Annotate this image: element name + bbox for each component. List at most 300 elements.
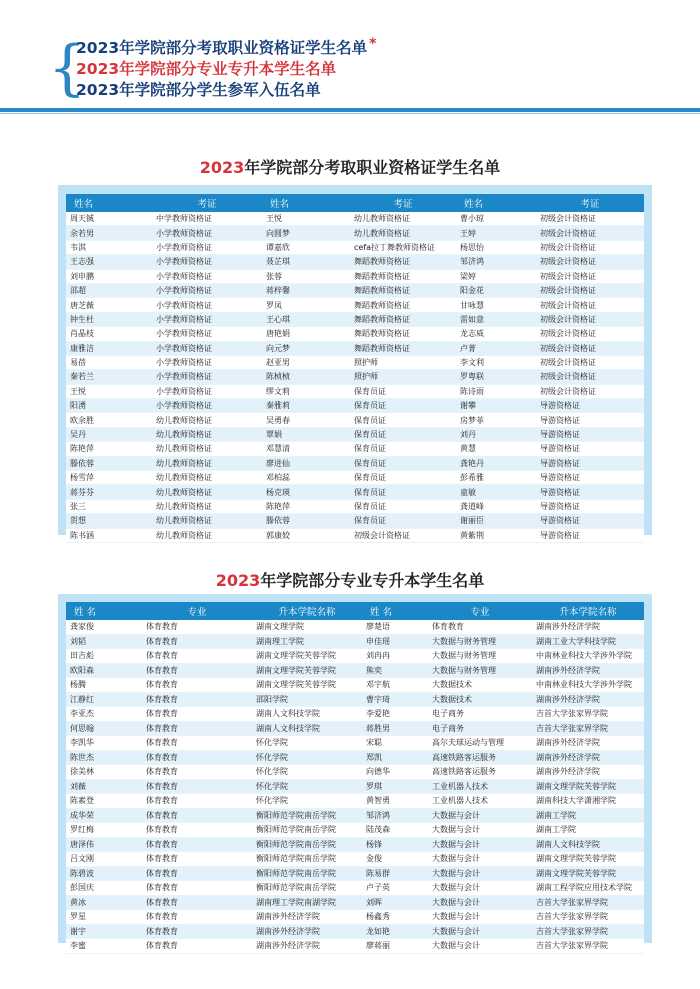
upgrade-table-row <box>66 794 644 809</box>
cert-table-cell: 幼儿教师资格证 <box>152 528 262 542</box>
cert-table-body <box>66 212 644 542</box>
cert-table-cell: 幼儿教师资格证 <box>152 514 262 528</box>
cert-table-row <box>66 499 644 513</box>
cert-table-cell: 陈桢桢 <box>262 370 350 384</box>
cert-section-title <box>0 155 700 178</box>
cert-table-cell: 杨雪萍 <box>66 471 152 485</box>
header-line-1 <box>76 38 376 58</box>
cert-table-cell: 初级会计资格证 <box>536 226 644 240</box>
upgrade-table-cell: 吉首大学张家界学院 <box>532 939 644 954</box>
upgrade-table-cell: 湖南涉外经济学院 <box>252 910 362 925</box>
upgrade-table-cell: 李爱艳 <box>362 707 428 722</box>
upgrade-table-cell: 怀化学院 <box>252 750 362 765</box>
upgrade-table-row <box>66 663 644 678</box>
upgrade-table-row <box>66 649 644 664</box>
upgrade-table-cell: 中南林业科技大学涉外学院 <box>532 649 644 664</box>
cert-table-cell: 幼儿教师资格证 <box>350 212 456 226</box>
upgrade-table-cell: 高尔夫球运动与管理 <box>428 736 532 751</box>
upgrade-table-cell: 蒋胜男 <box>362 721 428 736</box>
cert-header-name-2: 姓名 <box>262 194 350 212</box>
cert-table-row <box>66 327 644 341</box>
cert-table-cell: 小学教师资格证 <box>152 355 262 369</box>
upgrade-table-cell: 体育教育 <box>142 678 252 693</box>
cert-table-cell: 导游资格证 <box>536 413 644 427</box>
upgrade-table-cell: 怀化学院 <box>252 736 362 751</box>
upgrade-table-cell: 体育教育 <box>142 736 252 751</box>
cert-table-cell: 滕依蓉 <box>262 514 350 528</box>
cert-table-cell: 郭康姣 <box>262 528 350 542</box>
upgrade-table-cell: 湖南文理学院 <box>252 620 362 634</box>
cert-table-cell: 保育员证 <box>350 399 456 413</box>
header-divider-thin <box>0 113 700 114</box>
upgrade-table-cell: 陈碧波 <box>66 866 142 881</box>
upgrade-table-cell: 体育教育 <box>142 765 252 780</box>
cert-table-cell: 唐芝薇 <box>66 298 152 312</box>
cert-table-cell: 导游资格证 <box>536 485 644 499</box>
cert-table-cell: 雷如意 <box>456 312 536 326</box>
upgrade-table-row <box>66 692 644 707</box>
upgrade-table-cell: 湖南工学院 <box>532 808 644 823</box>
cert-table-cell: 初级会计资格证 <box>536 269 644 283</box>
cert-table-cell: 吴丹 <box>66 427 152 441</box>
upgrade-title-year: 2023 <box>215 571 261 590</box>
cert-table-cell: 向圆梦 <box>262 226 350 240</box>
cert-table-row <box>66 298 644 312</box>
upgrade-header-name-2: 姓 名 <box>362 602 428 620</box>
upgrade-table-cell: 湖南理工学院 <box>252 634 362 649</box>
cert-table-cell: 导游资格证 <box>536 442 644 456</box>
upgrade-table-cell: 电子商务 <box>428 707 532 722</box>
cert-table-cell: 谢攀 <box>456 399 536 413</box>
upgrade-table-cell: 湖南涉外经济学院 <box>532 750 644 765</box>
cert-table-cell: 黄紫荆 <box>456 528 536 542</box>
upgrade-table-cell: 唐泽伟 <box>66 837 142 852</box>
upgrade-table-cell: 衡阳师范学院南岳学院 <box>252 866 362 881</box>
upgrade-table-cell: 大数据与财务管理 <box>428 634 532 649</box>
cert-table-cell: 导游资格证 <box>536 399 644 413</box>
upgrade-table-cell: 金俊 <box>362 852 428 867</box>
cert-table-cell: 卢菁 <box>456 341 536 355</box>
cert-table-cell: 幼儿教师资格证 <box>152 471 262 485</box>
cert-table-cell: 聂芷琪 <box>262 255 350 269</box>
brace-decoration: { <box>48 33 87 103</box>
cert-table-cell: 谭嘉欣 <box>262 240 350 254</box>
upgrade-table-cell: 龚家俊 <box>66 620 142 634</box>
upgrade-table <box>66 602 644 954</box>
upgrade-table-cell: 湖南文理学院芙蓉学院 <box>532 852 644 867</box>
cert-table-header-row <box>66 194 644 212</box>
upgrade-table-cell: 湖南涉外经济学院 <box>532 736 644 751</box>
upgrade-table-cell: 衡阳师范学院南岳学院 <box>252 852 362 867</box>
upgrade-table-cell: 湖南文理学院芙蓉学院 <box>532 779 644 794</box>
upgrade-table-cell: 体育教育 <box>142 910 252 925</box>
upgrade-table-cell: 湖南人文科技学院 <box>532 837 644 852</box>
upgrade-table-cell: 曹宇琦 <box>362 692 428 707</box>
cert-table-cell: 易蓓 <box>66 355 152 369</box>
cert-table-cell: 小学教师资格证 <box>152 341 262 355</box>
cert-table-cell: 保育员证 <box>350 442 456 456</box>
upgrade-table-cell: 刘晖 <box>362 895 428 910</box>
cert-table-cell: 阳金花 <box>456 283 536 297</box>
upgrade-table-cell: 怀化学院 <box>252 765 362 780</box>
cert-table-cell: 小学教师资格证 <box>152 283 262 297</box>
upgrade-table-cell: 刘冉冉 <box>362 649 428 664</box>
upgrade-table-cell: 湖南涉外经济学院 <box>252 939 362 954</box>
upgrade-table-cell: 高速铁路客运服务 <box>428 765 532 780</box>
upgrade-table-cell: 向德华 <box>362 765 428 780</box>
upgrade-table-cell: 体育教育 <box>142 620 252 634</box>
cert-table-cell: 张蓉 <box>262 269 350 283</box>
cert-table-cell: 罗凤 <box>262 298 350 312</box>
upgrade-table-row <box>66 765 644 780</box>
cert-table-cell: 初级会计资格证 <box>350 528 456 542</box>
cert-table-row <box>66 442 644 456</box>
upgrade-table-cell: 大数据与会计 <box>428 837 532 852</box>
page-header <box>0 0 700 112</box>
cert-table-cell: 韦淇 <box>66 240 152 254</box>
cert-table-cell: 余若男 <box>66 226 152 240</box>
upgrade-table-cell: 湖南理工学院南湖学院 <box>252 895 362 910</box>
upgrade-table-cell: 体育教育 <box>142 779 252 794</box>
upgrade-table-cell: 吕文刚 <box>66 852 142 867</box>
cert-table-cell: 导游资格证 <box>536 528 644 542</box>
upgrade-table-cell: 杨锋 <box>362 837 428 852</box>
cert-table-cell: 导游资格证 <box>536 514 644 528</box>
cert-table-cell: 幼儿教师资格证 <box>152 485 262 499</box>
upgrade-table-cell: 刘韬 <box>66 634 142 649</box>
cert-title-year: 2023 <box>199 158 245 177</box>
cert-table <box>66 194 644 543</box>
cert-header-cert-3: 考证 <box>536 194 644 212</box>
cert-table-cell: 初级会计资格证 <box>536 370 644 384</box>
cert-table-cell: 导游资格证 <box>536 499 644 513</box>
cert-table-cell: 导游资格证 <box>536 456 644 470</box>
upgrade-table-row <box>66 678 644 693</box>
upgrade-table-cell: 湖南涉外经济学院 <box>532 765 644 780</box>
upgrade-table-row <box>66 707 644 722</box>
cert-table-row <box>66 255 644 269</box>
upgrade-title-text: 年学院部分专业专升本学生名单 <box>260 571 485 590</box>
cert-table-row <box>66 384 644 398</box>
cert-table-cell: 曹小琼 <box>456 212 536 226</box>
upgrade-table-cell: 罗星 <box>66 910 142 925</box>
upgrade-table-cell: 江静红 <box>66 692 142 707</box>
upgrade-table-row <box>66 750 644 765</box>
upgrade-table-cell: 李凯华 <box>66 736 142 751</box>
cert-header-name-3: 姓名 <box>456 194 536 212</box>
upgrade-table-cell: 廖蒋丽 <box>362 939 428 954</box>
cert-table-cell: 初级会计资格证 <box>536 240 644 254</box>
upgrade-table-cell: 体育教育 <box>142 924 252 939</box>
cert-table-cell: 初级会计资格证 <box>536 312 644 326</box>
upgrade-table-cell: 大数据与会计 <box>428 910 532 925</box>
upgrade-table-row <box>66 808 644 823</box>
upgrade-table-cell: 黄智勇 <box>362 794 428 809</box>
upgrade-table-row <box>66 866 644 881</box>
upgrade-table-cell: 怀化学院 <box>252 794 362 809</box>
upgrade-table-cell: 湖南文理学院芙蓉学院 <box>252 678 362 693</box>
upgrade-table-cell: 湖南文理学院芙蓉学院 <box>252 663 362 678</box>
upgrade-table-cell: 高速铁路客运服务 <box>428 750 532 765</box>
upgrade-table-cell: 湖南科技大学潇湘学院 <box>532 794 644 809</box>
cert-table-cell: 幼儿教师资格证 <box>152 427 262 441</box>
upgrade-table-cell: 工业机器人技术 <box>428 794 532 809</box>
cert-table-cell: 小学教师资格证 <box>152 269 262 283</box>
upgrade-table-cell: 宋聪 <box>362 736 428 751</box>
upgrade-table-cell: 陆茂森 <box>362 823 428 838</box>
upgrade-table-cell: 熊奕 <box>362 663 428 678</box>
cert-table-cell: 舞蹈教师资格证 <box>350 255 456 269</box>
upgrade-table-cell: 体育教育 <box>142 895 252 910</box>
cert-table-cell: 保育员证 <box>350 384 456 398</box>
cert-table-cell: 小学教师资格证 <box>152 298 262 312</box>
cert-table-row <box>66 370 644 384</box>
upgrade-table-cell: 李蜜 <box>66 939 142 954</box>
upgrade-table-row <box>66 910 644 925</box>
upgrade-table-row <box>66 721 644 736</box>
cert-table-cell: cefa拉丁舞教师资格证 <box>350 240 456 254</box>
upgrade-table-cell: 杨鑫秀 <box>362 910 428 925</box>
cert-table-cell: 贺想 <box>66 514 152 528</box>
cert-table-cell: 周天铖 <box>66 212 152 226</box>
cert-table-cell: 梁婷 <box>456 269 536 283</box>
upgrade-table-cell: 成华荣 <box>66 808 142 823</box>
upgrade-table-cell: 罗红梅 <box>66 823 142 838</box>
cert-table-cell: 龚艳丹 <box>456 456 536 470</box>
upgrade-table-row <box>66 924 644 939</box>
upgrade-table-cell: 体育教育 <box>142 939 252 954</box>
cert-table-cell: 初级会计资格证 <box>536 255 644 269</box>
upgrade-table-cell: 李亚杰 <box>66 707 142 722</box>
upgrade-table-cell: 中南林业科技大学涉外学院 <box>532 678 644 693</box>
cert-table-cell: 李文利 <box>456 355 536 369</box>
header-line-2: 2023年学院部分专业专升本学生名单 <box>76 60 337 78</box>
cert-table-cell: 童敏 <box>456 485 536 499</box>
cert-table-row <box>66 456 644 470</box>
cert-title-text: 年学院部分考取职业资格证学生名单 <box>244 158 501 177</box>
cert-table-cell: 初级会计资格证 <box>536 298 644 312</box>
upgrade-table-cell: 大数据技术 <box>428 692 532 707</box>
cert-table-cell: 舞蹈教师资格证 <box>350 298 456 312</box>
cert-table-cell: 阳湧 <box>66 399 152 413</box>
upgrade-table-cell: 体育教育 <box>142 750 252 765</box>
cert-table-cell: 秦若兰 <box>66 370 152 384</box>
cert-table-cell: 肖晶枝 <box>66 327 152 341</box>
cert-table-cell: 向元梦 <box>262 341 350 355</box>
cert-table-cell: 唐艳娟 <box>262 327 350 341</box>
upgrade-table-cell: 体育教育 <box>142 794 252 809</box>
cert-table-cell: 初级会计资格证 <box>536 327 644 341</box>
cert-table-cell: 保育员证 <box>350 499 456 513</box>
upgrade-table-cell: 体育教育 <box>142 649 252 664</box>
upgrade-table-cell: 湖南涉外经济学院 <box>252 924 362 939</box>
cert-table-cell: 中学教师资格证 <box>152 212 262 226</box>
cert-table-cell: 房梦菲 <box>456 413 536 427</box>
cert-header-cert-2: 考证 <box>350 194 456 212</box>
cert-table-cell: 舞蹈教师资格证 <box>350 283 456 297</box>
upgrade-table-cell: 邵阳学院 <box>252 692 362 707</box>
cert-table-cell: 幼儿教师资格证 <box>152 456 262 470</box>
cert-table-cell: 廖进仙 <box>262 456 350 470</box>
cert-table-cell: 张三 <box>66 499 152 513</box>
cert-table-cell: 小学教师资格证 <box>152 312 262 326</box>
cert-table-cell: 幼儿教师资格证 <box>350 226 456 240</box>
upgrade-table-cell: 体育教育 <box>142 663 252 678</box>
upgrade-table-cell: 衡阳师范学院南岳学院 <box>252 823 362 838</box>
cert-table-cell: 滕依蓉 <box>66 456 152 470</box>
cert-table-cell: 邓慧清 <box>262 442 350 456</box>
upgrade-table-cell: 罗琪 <box>362 779 428 794</box>
upgrade-table-cell: 体育教育 <box>142 852 252 867</box>
cert-table-cell: 舞蹈教师资格证 <box>350 269 456 283</box>
upgrade-table-cell: 体育教育 <box>142 721 252 736</box>
upgrade-table-cell: 体育教育 <box>428 620 532 634</box>
cert-table-cell: 邓柏蕊 <box>262 471 350 485</box>
upgrade-table-row <box>66 837 644 852</box>
upgrade-table-cell: 大数据与会计 <box>428 823 532 838</box>
cert-table-cell: 覃娟 <box>262 427 350 441</box>
cert-table-row <box>66 269 644 283</box>
upgrade-table-cell: 田吉彪 <box>66 649 142 664</box>
upgrade-table-cell: 谢宇 <box>66 924 142 939</box>
upgrade-table-row <box>66 736 644 751</box>
upgrade-table-cell: 徐美林 <box>66 765 142 780</box>
cert-table-cell: 陈诗雨 <box>456 384 536 398</box>
upgrade-table-cell: 体育教育 <box>142 707 252 722</box>
upgrade-table-cell: 体育教育 <box>142 808 252 823</box>
upgrade-table-cell: 卢子英 <box>362 881 428 896</box>
header-line-3: 2023年学院部分学生参军入伍名单 <box>76 81 321 99</box>
cert-table-cell: 谢丽臣 <box>456 514 536 528</box>
upgrade-table-cell: 大数据与会计 <box>428 808 532 823</box>
cert-table-cell: 幼儿教师资格证 <box>152 413 262 427</box>
upgrade-table-cell: 吉首大学张家界学院 <box>532 721 644 736</box>
cert-table-cell: 导游资格证 <box>536 427 644 441</box>
upgrade-table-cell: 湖南工业大学科技学院 <box>532 634 644 649</box>
upgrade-table-cell: 湖南工程学院应用技术学院 <box>532 881 644 896</box>
cert-header-cert-1: 考证 <box>152 194 262 212</box>
upgrade-table-cell: 大数据与财务管理 <box>428 663 532 678</box>
upgrade-table-cell: 欧阳森 <box>66 663 142 678</box>
upgrade-table-cell: 湖南涉外经济学院 <box>532 620 644 634</box>
upgrade-table-cell: 湖南人文科技学院 <box>252 721 362 736</box>
cert-table-cell: 幼儿教师资格证 <box>152 442 262 456</box>
cert-table-cell: 小学教师资格证 <box>152 327 262 341</box>
cert-table-cell: 康雅洁 <box>66 341 152 355</box>
upgrade-header-college-2: 升本学院名称 <box>532 602 644 620</box>
cert-table-cell: 初级会计资格证 <box>536 355 644 369</box>
upgrade-table-cell: 杨腾 <box>66 678 142 693</box>
upgrade-table-cell: 大数据技术 <box>428 678 532 693</box>
upgrade-table-cell: 大数据与会计 <box>428 866 532 881</box>
cert-table-row <box>66 283 644 297</box>
cert-table-cell: 初级会计资格证 <box>536 341 644 355</box>
cert-table-cell: 王心琪 <box>262 312 350 326</box>
cert-table-cell: 幼儿教师资格证 <box>152 499 262 513</box>
cert-table-cell: 小学教师资格证 <box>152 255 262 269</box>
cert-table-cell: 初级会计资格证 <box>536 283 644 297</box>
upgrade-table-cell: 体育教育 <box>142 866 252 881</box>
upgrade-table-cell: 体育教育 <box>142 837 252 852</box>
upgrade-table-cell: 体育教育 <box>142 881 252 896</box>
upgrade-table-cell: 陈世杰 <box>66 750 142 765</box>
upgrade-table-cell: 衡阳师范学院南岳学院 <box>252 881 362 896</box>
cert-table-cell: 舞蹈教师资格证 <box>350 327 456 341</box>
upgrade-table-cell: 陈易群 <box>362 866 428 881</box>
upgrade-table-cell: 湖南文理学院芙蓉学院 <box>532 866 644 881</box>
cert-table-row <box>66 355 644 369</box>
cert-table-row <box>66 240 644 254</box>
cert-table-cell: 小学教师资格证 <box>152 399 262 413</box>
cert-table-cell: 王悦 <box>262 212 350 226</box>
cert-table-cell: 杨思怡 <box>456 240 536 254</box>
cert-table-cell: 邹济鸿 <box>456 255 536 269</box>
upgrade-header-name-1: 姓 名 <box>66 602 142 620</box>
cert-table-cell: 罗粤联 <box>456 370 536 384</box>
cert-table-cell: 黄慧 <box>456 442 536 456</box>
upgrade-section-title <box>0 568 700 591</box>
upgrade-table-cell: 体育教育 <box>142 634 252 649</box>
cert-table-cell: 钟生杜 <box>66 312 152 326</box>
upgrade-header-major-1: 专业 <box>142 602 252 620</box>
upgrade-table-cell: 邹济鸿 <box>362 808 428 823</box>
upgrade-table-row <box>66 852 644 867</box>
upgrade-table-cell: 大数据与会计 <box>428 895 532 910</box>
cert-table-cell: 彭希雅 <box>456 471 536 485</box>
upgrade-table-row <box>66 881 644 896</box>
upgrade-table-cell: 黄冰 <box>66 895 142 910</box>
upgrade-header-major-2: 专业 <box>428 602 532 620</box>
cert-table-cell: 小学教师资格证 <box>152 370 262 384</box>
upgrade-table-cell: 工业机器人技术 <box>428 779 532 794</box>
cert-table-cell: 陈艳萍 <box>262 499 350 513</box>
cert-table-row <box>66 471 644 485</box>
upgrade-header-college-1: 升本学院名称 <box>252 602 362 620</box>
upgrade-table-cell: 大数据与会计 <box>428 939 532 954</box>
cert-table-cell: 王悦 <box>66 384 152 398</box>
upgrade-table-cell: 大数据与会计 <box>428 881 532 896</box>
cert-table-cell: 龙志威 <box>456 327 536 341</box>
cert-table-cell: 保育员证 <box>350 456 456 470</box>
upgrade-table-row <box>66 895 644 910</box>
cert-table-row <box>66 528 644 542</box>
cert-table-cell: 蒋梓馨 <box>262 283 350 297</box>
cert-table-cell: 保育员证 <box>350 471 456 485</box>
upgrade-table-cell: 大数据与会计 <box>428 924 532 939</box>
cert-table-cell: 照护师 <box>350 355 456 369</box>
cert-table-cell: 秦雅莉 <box>262 399 350 413</box>
upgrade-table-cell: 吉首大学张家界学院 <box>532 895 644 910</box>
upgrade-table-row <box>66 634 644 649</box>
header-line-1-text: 2023年学院部分考取职业资格证学生名单 <box>76 39 368 57</box>
cert-table-cell: 舞蹈教师资格证 <box>350 312 456 326</box>
upgrade-table-body <box>66 620 644 953</box>
cert-table-cell: 甘咏慧 <box>456 298 536 312</box>
cert-table-cell: 小学教师资格证 <box>152 226 262 240</box>
cert-table-row <box>66 212 644 226</box>
upgrade-table-cell: 刘薇 <box>66 779 142 794</box>
upgrade-table-cell: 湖南人文科技学院 <box>252 707 362 722</box>
cert-table-cell: 陈书涵 <box>66 528 152 542</box>
cert-table-cell: 小学教师资格证 <box>152 240 262 254</box>
upgrade-table-cell: 体育教育 <box>142 823 252 838</box>
cert-table-cell: 蒋芬芬 <box>66 485 152 499</box>
cert-table-cell: 初级会计资格证 <box>536 212 644 226</box>
cert-table-cell: 杨克瑛 <box>262 485 350 499</box>
cert-table-row <box>66 485 644 499</box>
cert-table-row <box>66 399 644 413</box>
upgrade-table-cell: 怀化学院 <box>252 779 362 794</box>
